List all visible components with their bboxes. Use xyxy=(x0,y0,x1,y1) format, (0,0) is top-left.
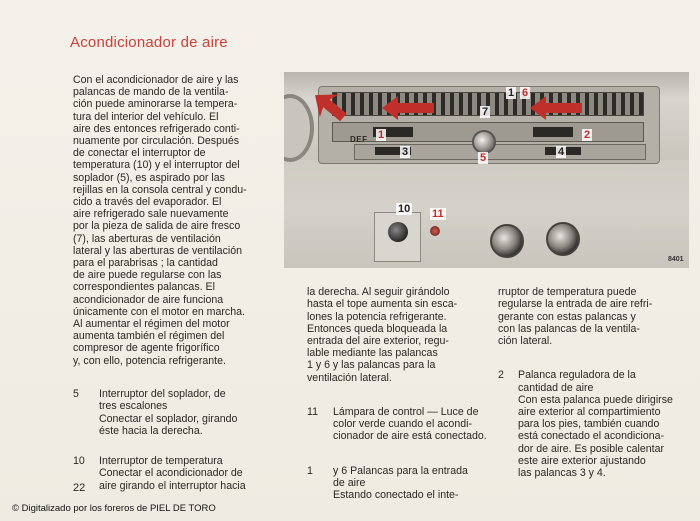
footer-credit: © Digitalizado por los foreros de PIEL DE TORO xyxy=(12,503,216,514)
item-number: 1 xyxy=(307,464,313,477)
photo-code: 8401 xyxy=(668,256,684,263)
round-knob xyxy=(546,222,580,256)
item-number: 11 xyxy=(307,406,318,419)
dashboard-photo xyxy=(284,72,689,268)
item-text: y 6 Palancas para la entrada de aire Estando conectado el inte- xyxy=(333,464,468,502)
list-item xyxy=(73,455,278,492)
round-knob xyxy=(490,224,524,258)
callout-11: 11 xyxy=(432,208,444,220)
list-item xyxy=(498,369,698,479)
arrow-upper-left xyxy=(306,83,353,129)
item-number: 2 xyxy=(498,369,504,382)
page-number: 22 xyxy=(73,482,86,494)
callout-2: 2 xyxy=(584,129,591,141)
arrow-right xyxy=(530,96,582,120)
right-column xyxy=(498,274,698,497)
middle-column xyxy=(307,274,487,520)
item-number: 5 xyxy=(73,388,79,401)
callout-4: 4 xyxy=(558,146,565,158)
item-text: Lámpara de control — Luce de color verde cuando el acondi- cionador de aire está conectado. xyxy=(333,406,487,443)
list-item xyxy=(307,406,487,443)
middle-paragraph: la derecha. Al seguir girándolo hasta el tope aumenta sin esca- lones la potencia refrigerante. Entonces queda bloqueada la entrada del aire exterior, regu- lable mediante las palancas 1 y 6 y las palancas para la ventilación lateral. xyxy=(307,286,458,384)
callout-10: 10 xyxy=(398,203,411,215)
list-item xyxy=(73,388,278,437)
item-text: Palanca reguladora de la cantidad de aire Con esta palanca puede dirigirse aire exterior al compartimiento para los pies, también cuando está conectado el acondiciona- dor de aire. Es posible calentar este aire exterior ajustando las palancas 3 y 4. xyxy=(518,369,673,480)
left-paragraph: Con el acondicionador de aire y las palancas de mando de la ventila- ción puede aminorarse la tempera- tura del interior del vehículo. El aire des entonces refrigerado conti- nuamente por circulación. Después de conectar el interruptor de temperatura (10) y el interruptor del soplador (5), es aspirado por las rejillas en la consola central y condu- cido a través del evaporador. El aire refrigerado sale nuevamente por la pieza de salida de aire fresco (7), las aberturas de ventilación lateral y las aberturas de ventilación para el parabrisas ; la cantidad de aire puede regularse con las correspondientes palancas. El acondicionador de aire funciona únicamente con el motor en marcha. Al aumentar el régimen del motor aumenta también el régimen del compresor de agente frigorífico y, con ello, potencia refrigerante. xyxy=(73,74,247,367)
temperature-switch-dial xyxy=(388,222,408,242)
callout-1-top: 1 xyxy=(508,87,515,99)
callout-3: 3 xyxy=(402,146,409,158)
def-label: DEF xyxy=(350,135,368,144)
callout-6: 6 xyxy=(522,87,529,99)
callout-5: 5 xyxy=(480,152,487,164)
item-text: Interruptor del soplador, de tres escalones Conectar el soplador, girando éste hacia la derecha. xyxy=(99,388,238,437)
control-lamp xyxy=(430,226,440,236)
item-number: 10 xyxy=(73,455,85,468)
callout-7: 7 xyxy=(482,106,489,118)
callout-1: 1 xyxy=(378,129,385,141)
left-item-list xyxy=(73,376,278,510)
page-title: Acondicionador de aire xyxy=(70,34,228,51)
right-paragraph: rruptor de temperatura puede regularse la entrada de aire refri- gerante con estas palancas y con las palancas de la ventila- ción lateral. xyxy=(498,286,653,348)
item-text: Interruptor de temperatura Conectar el acondicionador de aire girando el interruptor hacia xyxy=(99,455,246,492)
list-item xyxy=(307,465,487,502)
